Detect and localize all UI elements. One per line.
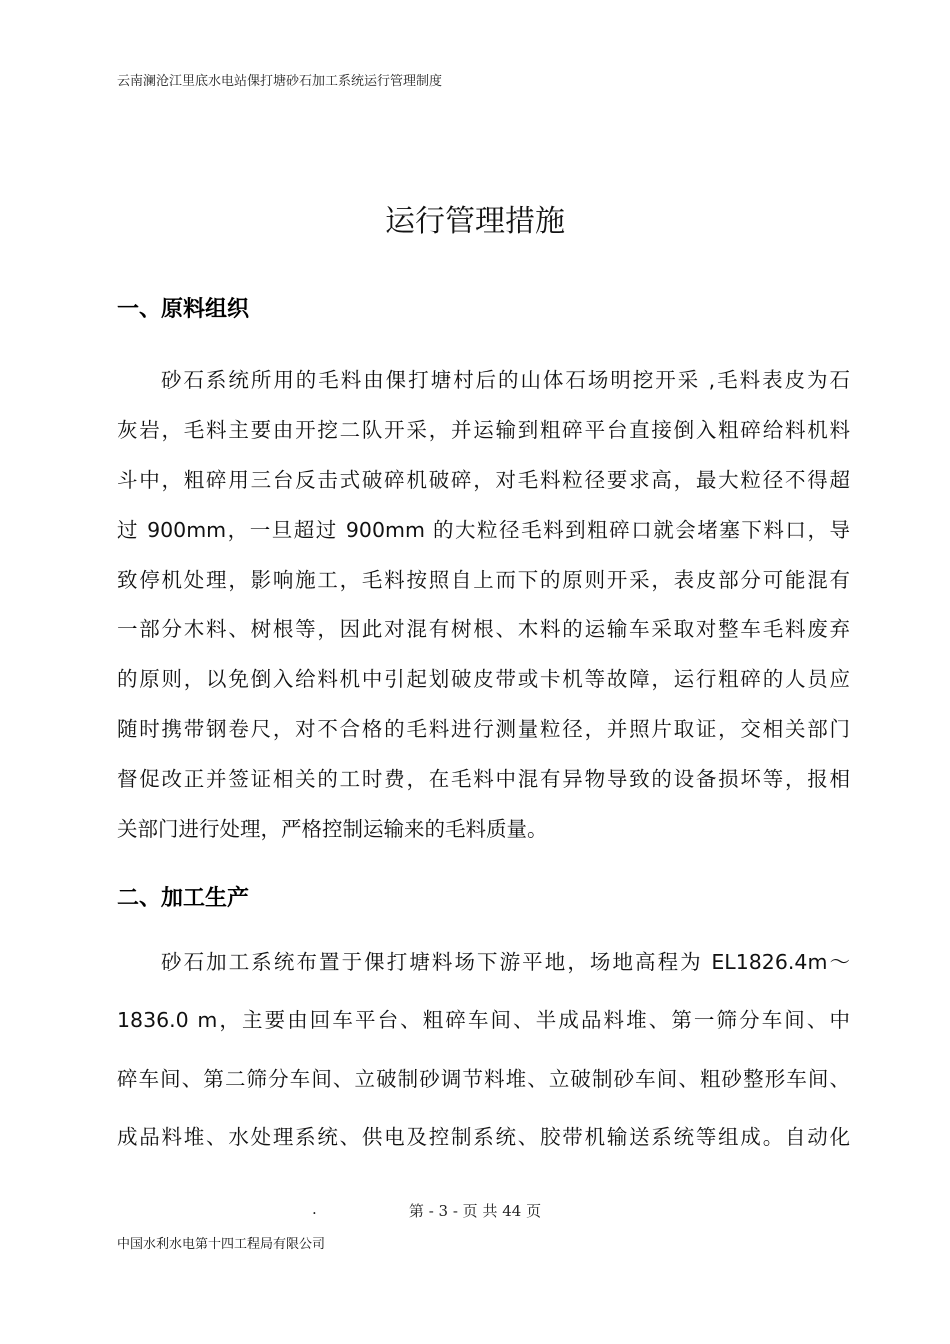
running-header: 云南澜沧江里底水电站倮打塘砂石加工系统运行管理制度	[117, 74, 443, 89]
section-heading-raw-material: 一、原料组织	[117, 297, 250, 322]
paragraph-line: 关部门进行处理，严格控制运输来的毛料质量。	[117, 817, 548, 841]
paragraph-line: 督促改正并签证相关的工时费，在毛料中混有异物导致的设备损坏等，报相	[117, 767, 850, 791]
paragraph-line: 的原则，以免倒入给料机中引起划破皮带或卡机等故障，运行粗碎的人员应	[117, 667, 850, 691]
paragraph-line: 灰岩，毛料主要由开挖二队开采，并运输到粗碎平台直接倒入粗碎给料机料	[117, 418, 850, 442]
footer-dot: .	[312, 1200, 317, 1218]
footer-organization: 中国水利水电第十四工程局有限公司	[117, 1237, 326, 1252]
paragraph-line: 砂石系统所用的毛料由倮打塘村后的山体石场明挖开采 ,毛料表皮为石	[161, 368, 850, 392]
paragraph-line: 斗中，粗碎用三台反击式破碎机破碎，对毛料粒径要求高，最大粒径不得超	[117, 468, 850, 492]
paragraph-line: 随时携带钢卷尺，对不合格的毛料进行测量粒径，并照片取证，交相关部门	[117, 717, 850, 741]
page-number: 第 - 3 - 页 共 44 页	[408, 1202, 542, 1220]
paragraph-line: 一部分木料、树根等，因此对混有树根、木料的运输车采取对整车毛料废弃	[117, 617, 850, 641]
page-title: 运行管理措施	[385, 204, 565, 239]
paragraph-line: 1836.0 m，主要由回车平台、粗碎车间、半成品料堆、第一筛分车间、中	[117, 1008, 850, 1032]
paragraph-line: 碎车间、第二筛分车间、立破制砂调节料堆、立破制砂车间、粗砂整形车间、	[117, 1067, 850, 1091]
paragraph-line: 过 900mm，一旦超过 900mm 的大粒径毛料到粗碎口就会堵塞下料口，导	[117, 518, 850, 542]
paragraph-line: 成品料堆、水处理系统、供电及控制系统、胶带机输送系统等组成。自动化	[117, 1125, 850, 1149]
paragraph-line: 砂石加工系统布置于倮打塘料场下游平地，场地高程为 EL1826.4m～	[161, 950, 850, 974]
paragraph-line: 致停机处理，影响施工，毛料按照自上而下的原则开采，表皮部分可能混有	[117, 568, 850, 592]
section-heading-processing: 二、加工生产	[117, 886, 250, 911]
